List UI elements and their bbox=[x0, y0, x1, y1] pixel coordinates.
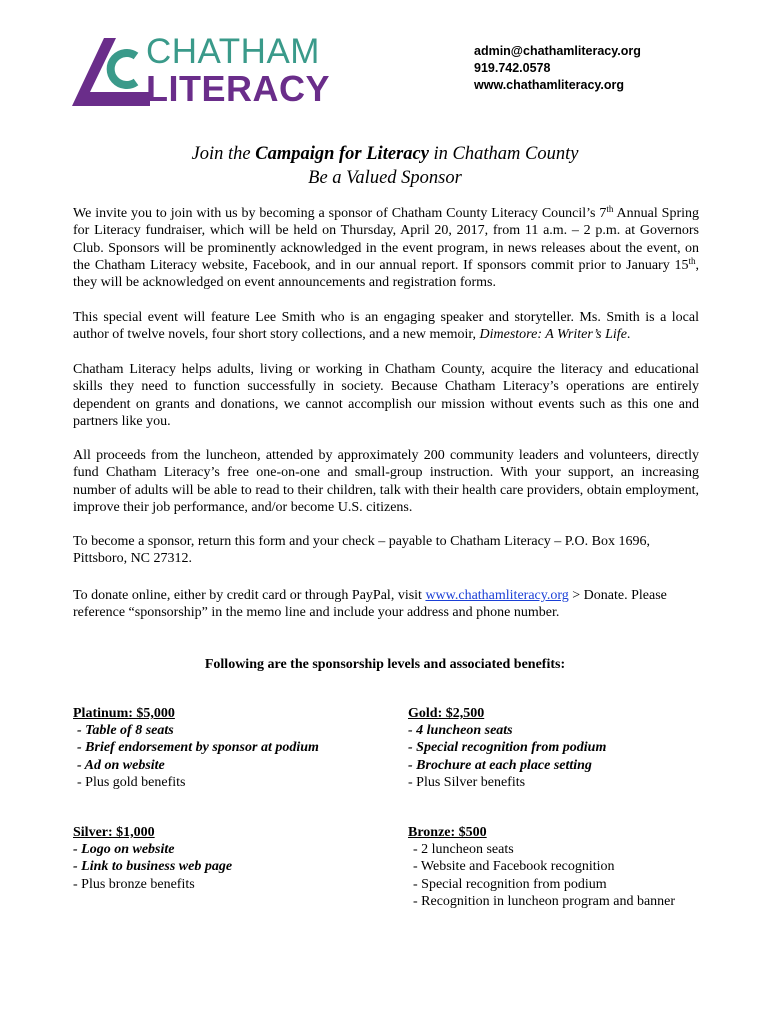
tier-benefit: - 4 luncheon seats bbox=[408, 723, 513, 739]
chatham-literacy-logo bbox=[70, 34, 360, 110]
contact-website[interactable]: www.chathamliteracy.org bbox=[474, 78, 625, 92]
tier-benefit: - Table of 8 seats bbox=[77, 723, 174, 739]
p2-book-title: Dimestore: A Writer’s Life bbox=[479, 327, 627, 343]
p6-text-b: > Donate. Please reference “sponsorship” in the memo line and include your address and phone number. bbox=[73, 588, 667, 621]
p5-line1: To become a sponsor, return this form and your check – payable to Chatham Literacy – P.O. Box 1696, bbox=[73, 534, 650, 549]
paragraph-proceeds: All proceeds from the luncheon, attended by approximately 200 community leaders and volunteers, directly fund Chatham Literacy’s free one-on-one and small-group instruction. With your support, an increasing number of adults will be able to read to their children, talk with their health care providers, obtain employment, improve their job performance, and/or become U.S. citizens. bbox=[73, 448, 699, 515]
tier-silver bbox=[73, 824, 232, 893]
tier-name: Silver: $1,000 bbox=[73, 825, 155, 840]
tier-benefit: - Plus gold benefits bbox=[77, 774, 186, 790]
tier-benefit: - 2 luncheon seats bbox=[413, 842, 514, 858]
p6-text-a: To donate online, either by credit card or through PayPal, visit bbox=[73, 588, 426, 603]
paragraph-mission: Chatham Literacy helps adults, living or working in Chatham County, acquire the literacy and educational skills they need to function successfully in society. Because Chatham Literacy’s operations are entirely dependent on grants and donations, we cannot accomplish our mission without events such as this one and partners like you. bbox=[73, 362, 699, 429]
p1-sup: th bbox=[606, 204, 614, 214]
p2-text-b: . bbox=[626, 327, 631, 343]
tier-benefit: - Logo on website bbox=[73, 842, 175, 858]
levels-heading: Following are the sponsorship levels and associated benefits: bbox=[204, 657, 566, 672]
paragraph-speaker bbox=[73, 309, 699, 344]
tier-benefit: - Brochure at each place setting bbox=[408, 757, 592, 773]
p1-text-c: , they will be acknowledged on event announcements and registration forms. bbox=[73, 257, 699, 291]
title-pre: Join the bbox=[191, 144, 256, 164]
tier-benefit: - Special recognition from podium bbox=[413, 876, 607, 892]
tier-benefit: - Link to business web page bbox=[73, 859, 233, 875]
tier-benefit: - Ad on website bbox=[77, 757, 165, 773]
paragraph-donate-online bbox=[73, 587, 699, 622]
contact-info bbox=[474, 43, 641, 94]
p5-line2: Pittsboro, NC 27312. bbox=[73, 551, 193, 567]
paragraph-invitation bbox=[73, 205, 699, 291]
p1-text-a: We invite you to join with us by becoming a sponsor of Chatham County Literacy Council’s 7 bbox=[73, 206, 607, 221]
tier-name: Bronze: $500 bbox=[408, 825, 487, 840]
paragraph-become-sponsor bbox=[73, 533, 699, 568]
tier-benefit: - Recognition in luncheon program and banner bbox=[413, 893, 676, 909]
page-title bbox=[0, 143, 770, 165]
logo-mark-icon bbox=[70, 34, 152, 110]
contact-phone: 919.742.0578 bbox=[474, 61, 551, 75]
tier-benefit: - Plus bronze benefits bbox=[73, 876, 195, 892]
tier-benefit: - Brief endorsement by sponsor at podium bbox=[77, 740, 319, 756]
website-link[interactable]: www.chathamliteracy.org bbox=[425, 588, 569, 603]
page-subtitle: Be a Valued Sponsor bbox=[308, 168, 462, 188]
tier-name: Gold: $2,500 bbox=[408, 706, 485, 721]
p1-text-b: Annual Spring for Literacy fundraiser, which will be held on Thursday, April 20, 2017, from 11 a.m. – 2 p.m. at Governors Club. Sponsors will be prominently acknowledged in the event program, in news releases about the event, on the Chatham Literacy website, Facebook, and in our annual report. If sponsors commit prior to January 15 bbox=[73, 206, 699, 273]
tier-benefit: - Special recognition from podium bbox=[408, 740, 607, 756]
p2-text-a: This special event will feature Lee Smith who is an engaging speaker and storyteller. Ms. Smith is a local author of twelve novels, four short story collections, and a new memoir, bbox=[73, 310, 699, 343]
title-post: in Chatham County bbox=[428, 144, 579, 164]
tier-benefit: - Website and Facebook recognition bbox=[413, 859, 615, 875]
tier-platinum bbox=[73, 705, 319, 791]
logo-wordmark-chatham: CHATHAM bbox=[146, 32, 320, 71]
tier-benefit: - Plus Silver benefits bbox=[408, 774, 526, 790]
logo-wordmark-literacy: LITERACY bbox=[146, 68, 330, 109]
title-bold: Campaign for Literacy bbox=[255, 144, 429, 164]
contact-email[interactable]: admin@chathamliteracy.org bbox=[474, 44, 641, 58]
tier-bronze bbox=[408, 824, 675, 910]
p1-sup2: th bbox=[688, 255, 696, 266]
tier-gold bbox=[408, 705, 606, 791]
tier-name: Platinum: $5,000 bbox=[73, 706, 175, 721]
